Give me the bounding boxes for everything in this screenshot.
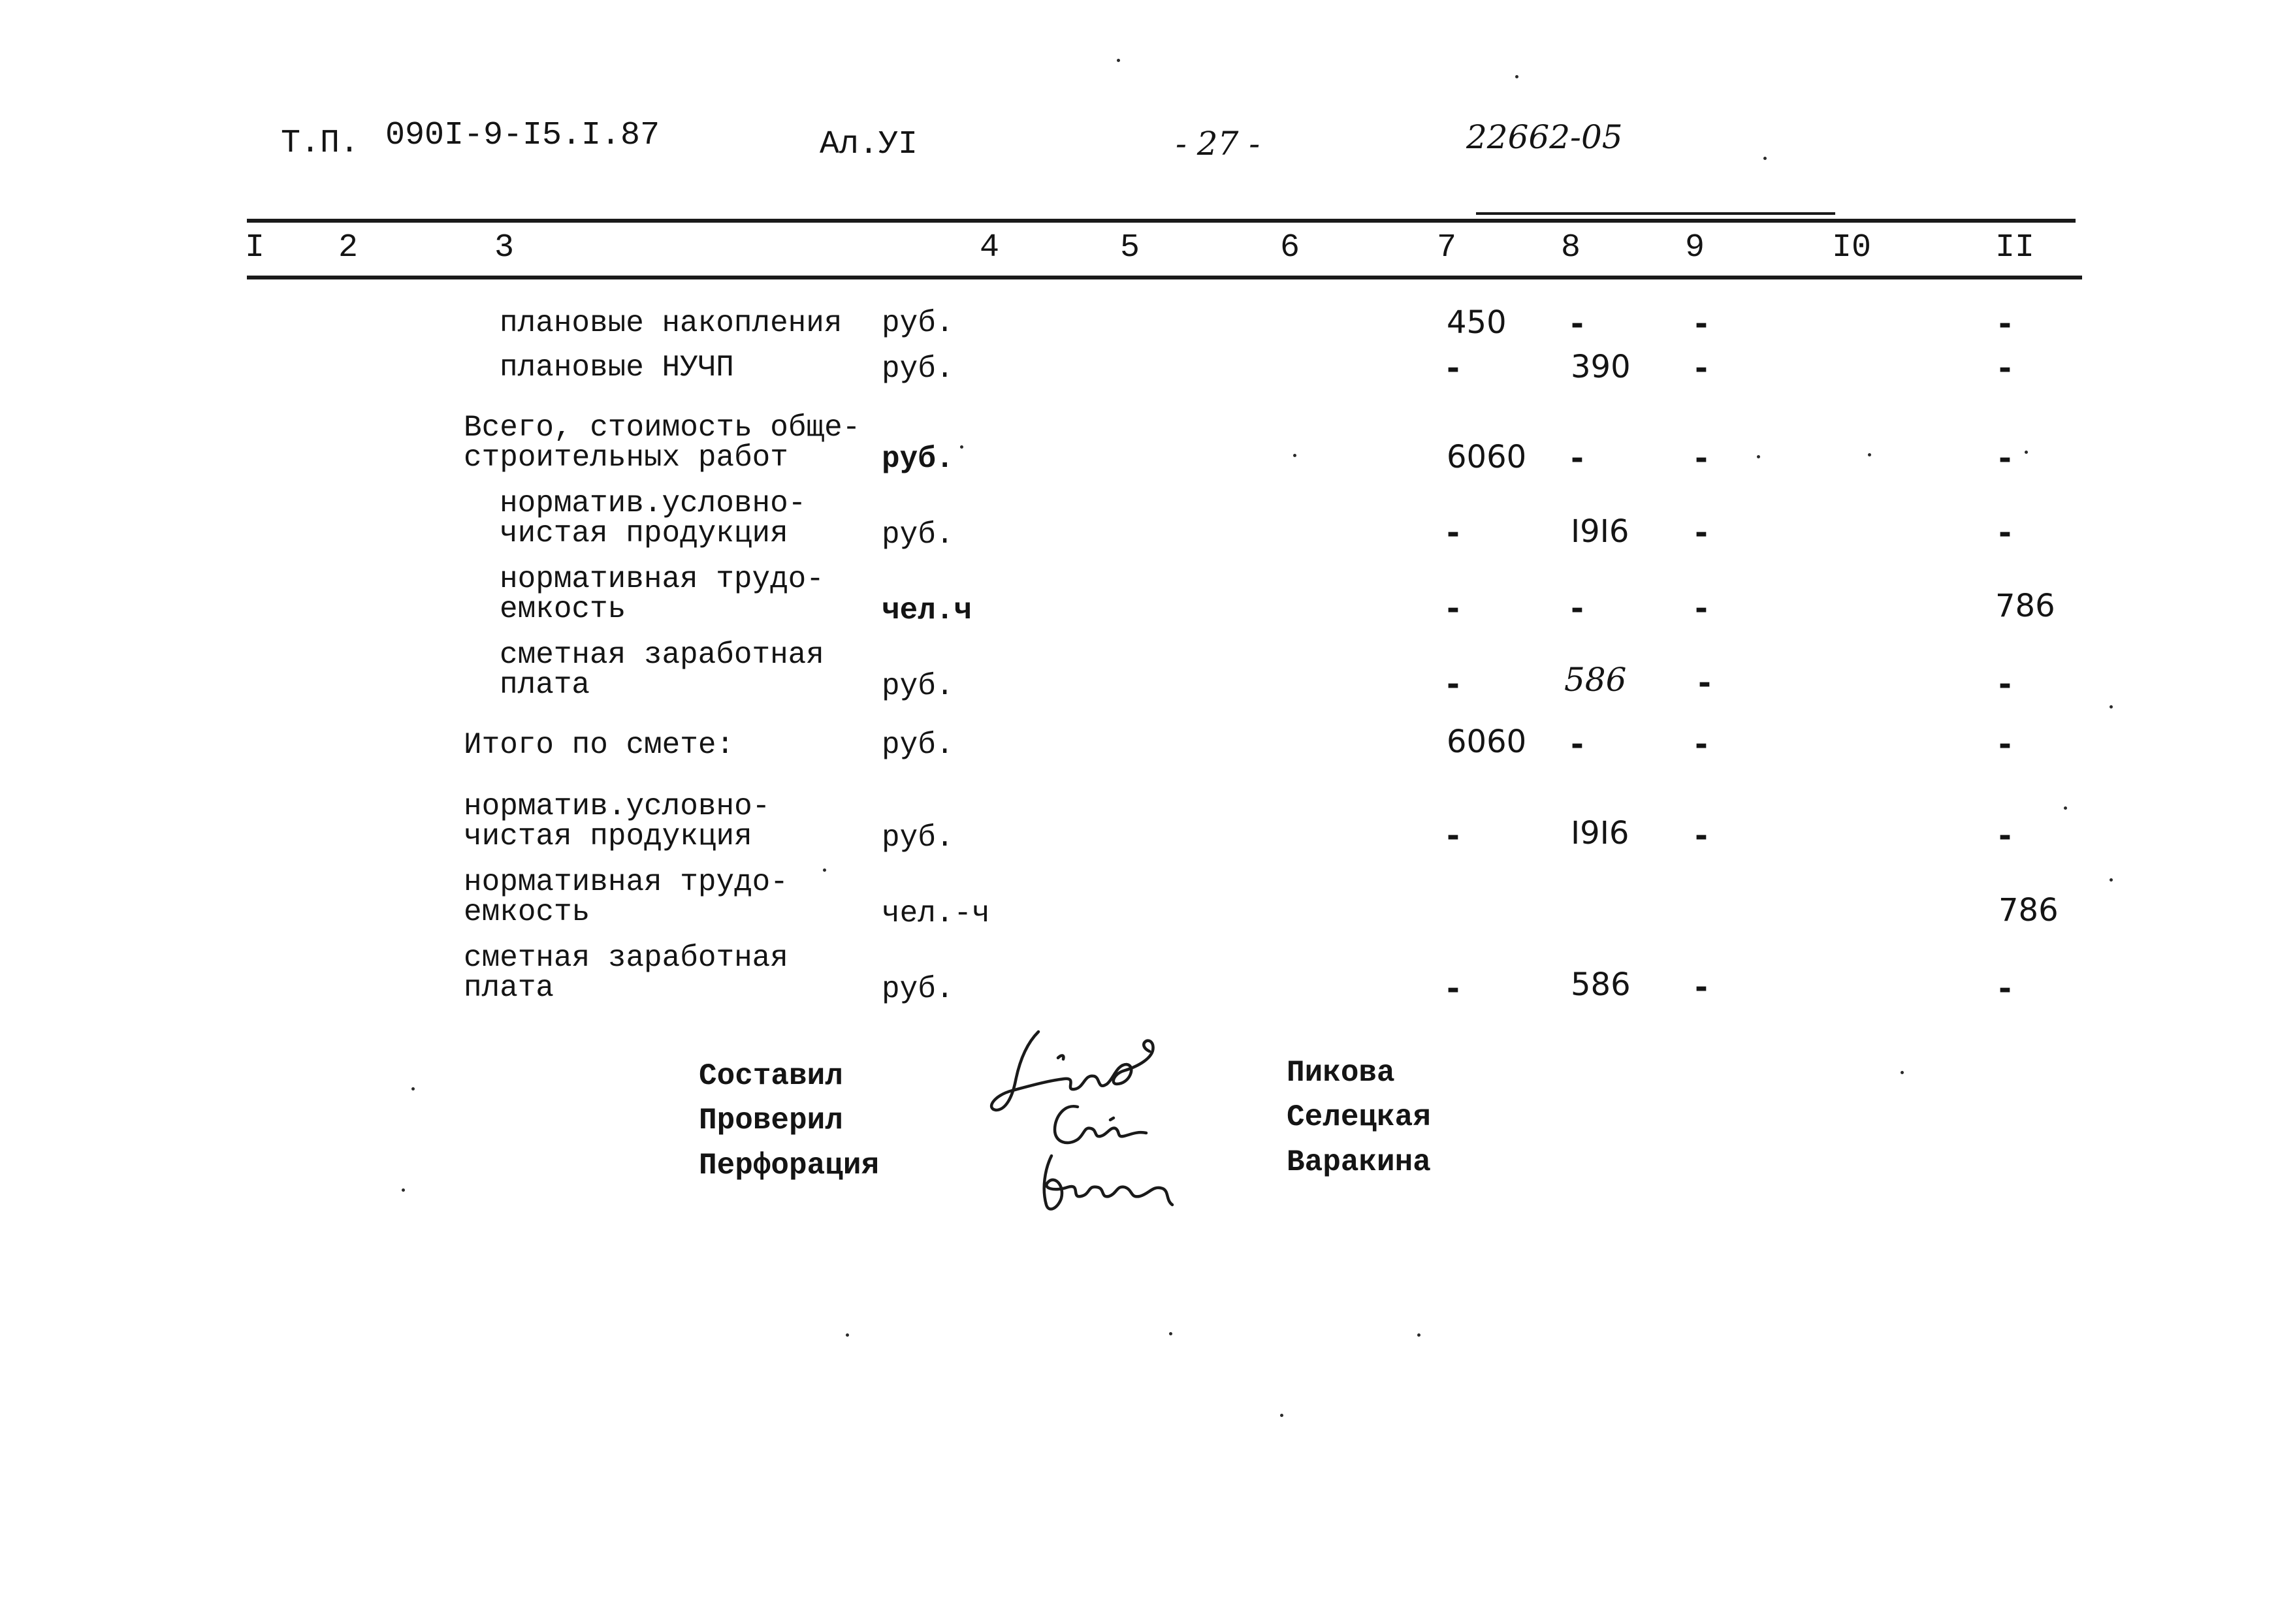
- scan-speck: [1417, 1333, 1420, 1337]
- signature-name: Пикова: [1287, 1056, 1395, 1090]
- project-code: 090I-9-I5.I.87: [385, 117, 660, 154]
- cell-col11: -: [1998, 515, 2012, 551]
- row-unit: чел.ч: [882, 594, 972, 628]
- cell-col9: -: [1695, 969, 1708, 1006]
- col-header-9: 9: [1685, 229, 1705, 266]
- cell-col7: -: [1447, 590, 1460, 627]
- scan-speck: [411, 1087, 415, 1091]
- scan-speck: [2025, 451, 2028, 454]
- scan-speck: [1901, 1071, 1904, 1074]
- scan-speck: [1868, 453, 1871, 456]
- cell-col7: 450: [1447, 304, 1507, 341]
- scan-speck: [2110, 878, 2113, 882]
- row-unit: руб.: [882, 821, 954, 855]
- scan-speck: [2110, 705, 2113, 709]
- scan-speck: [1117, 59, 1120, 62]
- row-label: Итого по смете:: [464, 728, 735, 762]
- cell-col8: 586: [1564, 661, 1627, 699]
- handwritten-signature-3: [1032, 1149, 1189, 1228]
- cell-col9: -: [1695, 515, 1708, 551]
- cell-col11: -: [1998, 440, 2012, 477]
- cell-col7: -: [1447, 666, 1460, 703]
- scan-speck: [402, 1188, 405, 1192]
- col-header-2: 2: [338, 229, 359, 266]
- cell-col9: -: [1695, 440, 1708, 477]
- row-label: Всего, стоимость обще-: [464, 411, 861, 445]
- cell-col9: -: [1695, 726, 1708, 763]
- scan-speck: [846, 1333, 849, 1337]
- cell-col11: -: [1998, 818, 2012, 854]
- row-unit: чел.-ч: [882, 897, 990, 931]
- cell-col7: -: [1447, 350, 1460, 387]
- cell-col11: 786: [1995, 588, 2055, 624]
- series-label: Т.П.: [281, 125, 360, 162]
- cell-col9: -: [1695, 590, 1708, 627]
- scan-speck: [960, 445, 963, 449]
- cell-col9: -: [1695, 818, 1708, 854]
- signature-role: Проверил: [699, 1104, 843, 1138]
- row-label: нормативная трудо-: [500, 562, 824, 596]
- row-label-cont: чистая продукция: [500, 517, 788, 550]
- cell-col8: I9I6: [1571, 815, 1629, 852]
- cell-col8: 390: [1571, 349, 1631, 385]
- signature-role: Составил: [699, 1059, 843, 1093]
- row-unit: руб.: [882, 972, 954, 1006]
- cell-col11: 786: [1998, 892, 2059, 929]
- cell-col7: -: [1447, 818, 1460, 854]
- album-label: Ал.УI: [820, 126, 918, 163]
- scan-speck: [1515, 75, 1518, 78]
- scan-speck: [1169, 1332, 1172, 1335]
- row-label: плановые накопления: [500, 306, 843, 340]
- col-header-7: 7: [1437, 229, 1457, 266]
- cell-col7: -: [1447, 970, 1460, 1007]
- cell-col11: -: [1998, 350, 2012, 387]
- scan-speck: [1757, 455, 1760, 458]
- cell-col7: 6060: [1447, 724, 1527, 760]
- scan-speck: [2064, 806, 2067, 810]
- col-header-5: 5: [1120, 229, 1140, 266]
- cell-col7: 6060: [1447, 439, 1527, 475]
- signature-role: Перфорация: [699, 1149, 880, 1183]
- cell-col8: I9I6: [1571, 513, 1629, 550]
- col-header-11: II: [1995, 229, 2035, 266]
- col-header-3: 3: [494, 229, 515, 266]
- table-top-rule: [247, 219, 2076, 223]
- scan-speck: [1763, 157, 1767, 160]
- scan-speck: [1293, 454, 1296, 457]
- signature-name: Варакина: [1287, 1145, 1431, 1179]
- cell-col8: -: [1571, 726, 1584, 763]
- document-number: 22662-05: [1466, 118, 1623, 156]
- row-label-cont: плата: [464, 971, 554, 1005]
- row-label-cont: чистая продукция: [464, 820, 752, 853]
- row-unit: руб.: [882, 352, 954, 386]
- row-label-cont: емкость: [500, 592, 626, 626]
- row-unit: руб.: [882, 442, 954, 476]
- cell-col11: -: [1998, 306, 2012, 342]
- cell-col7: -: [1447, 515, 1460, 551]
- cell-col9: -: [1695, 306, 1708, 342]
- page-number: - 27 -: [1176, 125, 1260, 163]
- row-label-cont: плата: [500, 668, 590, 702]
- cell-col9: -: [1698, 665, 1711, 701]
- cell-col8: -: [1571, 440, 1584, 477]
- cell-col8: -: [1571, 590, 1584, 627]
- col-header-10: I0: [1832, 229, 1872, 266]
- scan-speck: [823, 868, 826, 872]
- table-top-rule-overlay: [1476, 212, 1835, 215]
- cell-col8: 586: [1571, 966, 1631, 1003]
- row-label: нормативная трудо-: [464, 865, 788, 899]
- row-label: сметная заработная: [464, 941, 788, 975]
- row-unit: руб.: [882, 306, 954, 340]
- cell-col11: -: [1998, 726, 2012, 763]
- row-unit: руб.: [882, 669, 954, 703]
- signature-name: Селецкая: [1287, 1100, 1431, 1134]
- row-unit: руб.: [882, 518, 954, 552]
- cell-col8: -: [1571, 306, 1584, 342]
- row-label-cont: строительных работ: [464, 441, 788, 475]
- col-header-8: 8: [1561, 229, 1581, 266]
- row-label: норматив.условно-: [500, 486, 807, 520]
- table-header-bottom-rule: [247, 276, 2082, 279]
- row-label: плановые НУЧП: [500, 351, 734, 385]
- cell-col11: -: [1998, 970, 2012, 1007]
- col-header-4: 4: [980, 229, 1000, 266]
- col-header-6: 6: [1280, 229, 1300, 266]
- row-label-cont: емкость: [464, 895, 590, 929]
- row-label: норматив.условно-: [464, 789, 771, 823]
- col-header-1: I: [245, 229, 265, 266]
- row-label: сметная заработная: [500, 638, 824, 672]
- cell-col11: -: [1998, 666, 2012, 703]
- scan-speck: [1280, 1414, 1283, 1417]
- cell-col9: -: [1695, 350, 1708, 387]
- row-unit: руб.: [882, 728, 954, 762]
